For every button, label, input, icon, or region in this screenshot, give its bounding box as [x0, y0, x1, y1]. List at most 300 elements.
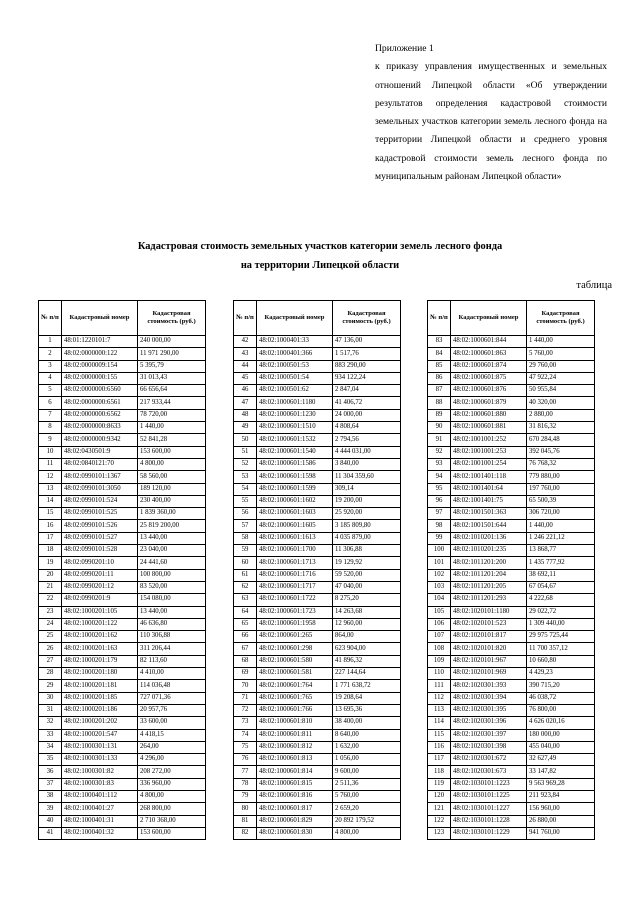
cadastral-value: 100 800,00 [138, 569, 206, 581]
row-number: 58 [234, 532, 257, 544]
table-row [234, 741, 401, 753]
row-number: 53 [234, 471, 257, 483]
cadastral-number: 48:02:1000601:815 [257, 778, 333, 790]
cadastral-value: 883 290,00 [333, 360, 401, 372]
cadastral-number: 48:02:1000601:811 [257, 729, 333, 741]
table-row [39, 446, 206, 458]
cadastral-number: 48:02:1000601:1605 [257, 520, 333, 532]
cadastral-value: 8 640,00 [333, 729, 401, 741]
cadastral-value: 110 306,88 [138, 631, 206, 643]
table-row [428, 631, 595, 643]
row-number: 9 [39, 434, 62, 446]
cadastral-value: 336 960,00 [138, 778, 206, 790]
cadastral-value: 1 517,76 [333, 348, 401, 360]
cadastral-number: 48:02:0990101:525 [62, 508, 138, 520]
row-number: 12 [39, 471, 62, 483]
cadastral-value: 13 695,36 [333, 704, 401, 716]
cadastral-number: 48:02:0000000:122 [62, 348, 138, 360]
cadastral-value: 268 800,00 [138, 803, 206, 815]
cadastral-table-part-2 [233, 300, 401, 840]
cadastral-number: 48:02:1020301:672 [451, 754, 527, 766]
cadastral-value: 864,00 [333, 631, 401, 643]
cadastral-value: 2 847,04 [333, 385, 401, 397]
cadastral-number: 48:02:0990201:12 [62, 581, 138, 593]
cadastral-number: 48:02:1000601:817 [257, 803, 333, 815]
table-row [428, 606, 595, 618]
row-number: 122 [428, 815, 451, 827]
row-number: 47 [234, 397, 257, 409]
table-row [428, 655, 595, 667]
cadastral-value: 46 038,72 [527, 692, 595, 704]
cadastral-number: 48:02:1011201:200 [451, 557, 527, 569]
cadastral-number: 48:02:1000201:181 [62, 680, 138, 692]
table-row [234, 717, 401, 729]
cadastral-value: 40 320,00 [527, 397, 595, 409]
cadastral-number: 48:02:1000501:62 [257, 385, 333, 397]
row-number: 105 [428, 606, 451, 618]
cadastral-value: 1 632,00 [333, 741, 401, 753]
row-number: 30 [39, 692, 62, 704]
table-row [39, 336, 206, 348]
row-number: 37 [39, 778, 62, 790]
cadastral-value: 623 904,00 [333, 643, 401, 655]
cadastral-value: 1 771 638,72 [333, 680, 401, 692]
row-number: 56 [234, 508, 257, 520]
table-row [234, 790, 401, 802]
cadastral-number: 48:02:1020301:394 [451, 692, 527, 704]
cadastral-number: 48:02:0000000:9342 [62, 434, 138, 446]
cadastral-number: 48:02:1030101:1225 [451, 790, 527, 802]
row-number: 104 [428, 594, 451, 606]
cadastral-number: 48:02:1000601:880 [451, 409, 527, 421]
cadastral-number: 48:02:1020301:393 [451, 680, 527, 692]
cadastral-value: 4 800,00 [138, 458, 206, 470]
cadastral-number: 48:02:1030101:1228 [451, 815, 527, 827]
row-number: 85 [428, 360, 451, 372]
cadastral-number: 48:02:1010201:136 [451, 532, 527, 544]
cadastral-value: 264,00 [138, 741, 206, 753]
row-number: 116 [428, 741, 451, 753]
row-number: 45 [234, 372, 257, 384]
table-body [39, 336, 206, 840]
cadastral-number: 48:02:1030101:1223 [451, 778, 527, 790]
cadastral-value: 153 600,00 [138, 446, 206, 458]
table-row [428, 422, 595, 434]
cadastral-value: 31 013,43 [138, 372, 206, 384]
row-number: 77 [234, 766, 257, 778]
cadastral-value: 46 636,80 [138, 618, 206, 630]
cadastral-number: 48:02:1000601:298 [257, 643, 333, 655]
row-number: 119 [428, 778, 451, 790]
cadastral-value: 5 760,00 [527, 348, 595, 360]
table-row [428, 692, 595, 704]
table-row [39, 827, 206, 839]
table-row [234, 397, 401, 409]
table-row [234, 495, 401, 507]
row-number: 26 [39, 643, 62, 655]
cadastral-value: 392 045,76 [527, 446, 595, 458]
row-number: 113 [428, 704, 451, 716]
cadastral-number: 48:02:1000301:133 [62, 754, 138, 766]
row-number: 81 [234, 815, 257, 827]
cadastral-value: 4 296,00 [138, 754, 206, 766]
row-number: 84 [428, 348, 451, 360]
table-row [39, 360, 206, 372]
row-number: 69 [234, 668, 257, 680]
cadastral-value: 19 200,00 [333, 495, 401, 507]
table-row [234, 520, 401, 532]
cadastral-number: 48:02:1000501:53 [257, 360, 333, 372]
row-number: 4 [39, 372, 62, 384]
row-number: 94 [428, 471, 451, 483]
row-number: 41 [39, 827, 62, 839]
row-number: 89 [428, 409, 451, 421]
table-row [39, 434, 206, 446]
cadastral-value: 9 600,00 [333, 766, 401, 778]
table-row [428, 458, 595, 470]
row-number: 80 [234, 803, 257, 815]
cadastral-number: 48:02:1000201:163 [62, 643, 138, 655]
cadastral-number: 48:02:1000301:82 [62, 766, 138, 778]
row-number: 7 [39, 409, 62, 421]
cadastral-value: 4 429,23 [527, 668, 595, 680]
cadastral-value: 5 395,79 [138, 360, 206, 372]
row-number: 93 [428, 458, 451, 470]
row-number: 54 [234, 483, 257, 495]
cadastral-value: 2 794,56 [333, 434, 401, 446]
table-row [39, 754, 206, 766]
cadastral-number: 48:02:1000501:54 [257, 372, 333, 384]
table-row [428, 508, 595, 520]
table-row [428, 790, 595, 802]
table-row [428, 446, 595, 458]
table-row [234, 471, 401, 483]
cadastral-number: 48:02:0840121:70 [62, 458, 138, 470]
table-row [234, 692, 401, 704]
cadastral-number: 48:02:0000000:155 [62, 372, 138, 384]
row-number: 63 [234, 594, 257, 606]
row-number: 6 [39, 397, 62, 409]
cadastral-number: 48:02:1000201:179 [62, 655, 138, 667]
cadastral-number: 48:02:1000601:813 [257, 754, 333, 766]
cadastral-value: 67 054,67 [527, 581, 595, 593]
row-number: 43 [234, 348, 257, 360]
row-number: 100 [428, 545, 451, 557]
cadastral-value: 11 700 357,12 [527, 643, 595, 655]
table-row [39, 532, 206, 544]
cadastral-number: 48:02:1000601:810 [257, 717, 333, 729]
row-number: 19 [39, 557, 62, 569]
header-num: № п/п [234, 301, 257, 336]
cadastral-value: 24 441,60 [138, 557, 206, 569]
row-number: 91 [428, 434, 451, 446]
cadastral-number: 48:02:0000000:8633 [62, 422, 138, 434]
row-number: 123 [428, 827, 451, 839]
table-row [39, 569, 206, 581]
cadastral-number: 48:02:0990101:526 [62, 520, 138, 532]
row-number: 44 [234, 360, 257, 372]
row-number: 96 [428, 495, 451, 507]
table-label: таблица [576, 280, 612, 291]
cadastral-value: 211 923,84 [527, 790, 595, 802]
table-row [428, 434, 595, 446]
cadastral-value: 33 147,82 [527, 766, 595, 778]
cadastral-number: 48:02:1000601:265 [257, 631, 333, 643]
document-title [0, 237, 640, 275]
cadastral-number: 48:02:1030101:1229 [451, 827, 527, 839]
cadastral-number: 48:02:1001501:644 [451, 520, 527, 532]
cadastral-number: 48:02:1000201:162 [62, 631, 138, 643]
cadastral-number: 48:02:1000601:764 [257, 680, 333, 692]
row-number: 60 [234, 557, 257, 569]
table-row [428, 385, 595, 397]
row-number: 27 [39, 655, 62, 667]
cadastral-number: 48:02:1000601:1230 [257, 409, 333, 421]
row-number: 98 [428, 520, 451, 532]
table-row [428, 827, 595, 839]
row-number: 120 [428, 790, 451, 802]
table-row [428, 766, 595, 778]
table-row [234, 680, 401, 692]
table-row [428, 594, 595, 606]
cadastral-value: 3 840,00 [333, 458, 401, 470]
cadastral-number: 48:02:1000601:1603 [257, 508, 333, 520]
cadastral-value: 1 440,00 [138, 422, 206, 434]
cadastral-value: 1 056,00 [333, 754, 401, 766]
cadastral-number: 48:02:1011201:204 [451, 569, 527, 581]
table-row [234, 360, 401, 372]
cadastral-value: 47 040,00 [333, 581, 401, 593]
table-row [39, 348, 206, 360]
cadastral-value: 38 692,11 [527, 569, 595, 581]
cadastral-number: 48:02:0000009:154 [62, 360, 138, 372]
row-number: 72 [234, 704, 257, 716]
cadastral-number: 48:02:1000201:202 [62, 717, 138, 729]
table-row [428, 495, 595, 507]
cadastral-value: 670 284,48 [527, 434, 595, 446]
table-row [234, 422, 401, 434]
cadastral-number: 48:02:1000201:186 [62, 704, 138, 716]
cadastral-number: 48:02:1000601:875 [451, 372, 527, 384]
table-row [234, 348, 401, 360]
cadastral-value: 240 000,00 [138, 336, 206, 348]
cadastral-number: 48:02:0990101:1367 [62, 471, 138, 483]
cadastral-number: 48:02:1000401:33 [257, 336, 333, 348]
table-row [428, 520, 595, 532]
cadastral-number: 48:01:1220101:7 [62, 336, 138, 348]
title-line-2: на территории Липецкой области [240, 260, 400, 271]
row-number: 17 [39, 532, 62, 544]
row-number: 14 [39, 495, 62, 507]
cadastral-value: 11 971 290,00 [138, 348, 206, 360]
row-number: 23 [39, 606, 62, 618]
table-row [234, 532, 401, 544]
row-number: 118 [428, 766, 451, 778]
row-number: 99 [428, 532, 451, 544]
row-number: 73 [234, 717, 257, 729]
table-row [39, 483, 206, 495]
table-row [428, 483, 595, 495]
cadastral-number: 48:02:1001501:363 [451, 508, 527, 520]
cadastral-number: 48:02:0430501:9 [62, 446, 138, 458]
cadastral-number: 48:02:1001001:253 [451, 446, 527, 458]
row-number: 121 [428, 803, 451, 815]
cadastral-value: 8 275,20 [333, 594, 401, 606]
cadastral-value: 25 819 200,00 [138, 520, 206, 532]
table-row [39, 618, 206, 630]
row-number: 16 [39, 520, 62, 532]
cadastral-value: 4 410,00 [138, 668, 206, 680]
row-number: 42 [234, 336, 257, 348]
cadastral-value: 1 309 440,00 [527, 618, 595, 630]
cadastral-number: 48:02:1000601:814 [257, 766, 333, 778]
annex-block [375, 40, 607, 186]
table-row [39, 668, 206, 680]
cadastral-value: 76 800,00 [527, 704, 595, 716]
cadastral-value: 13 440,00 [138, 606, 206, 618]
table-row [234, 643, 401, 655]
cadastral-value: 311 206,44 [138, 643, 206, 655]
title-line-1: Кадастровая стоимость земельных участков категории земель лесного фонда [137, 241, 503, 252]
cadastral-number: 48:02:1001401:118 [451, 471, 527, 483]
cadastral-value: 189 120,00 [138, 483, 206, 495]
row-number: 95 [428, 483, 451, 495]
cadastral-value: 52 841,28 [138, 434, 206, 446]
cadastral-value: 65 500,39 [527, 495, 595, 507]
cadastral-number: 48:02:1001001:252 [451, 434, 527, 446]
cadastral-value: 24 000,00 [333, 409, 401, 421]
table-row [234, 336, 401, 348]
row-number: 51 [234, 446, 257, 458]
table-row [428, 409, 595, 421]
table-row [234, 754, 401, 766]
cadastral-value: 208 272,00 [138, 766, 206, 778]
table-row [39, 520, 206, 532]
table-row [39, 643, 206, 655]
cadastral-value: 41 896,32 [333, 655, 401, 667]
cadastral-value: 2 880,00 [527, 409, 595, 421]
table-row [234, 483, 401, 495]
row-number: 35 [39, 754, 62, 766]
table-row [39, 692, 206, 704]
table-row [428, 545, 595, 557]
cadastral-value: 59 520,00 [333, 569, 401, 581]
cadastral-value: 2 511,36 [333, 778, 401, 790]
table-row [234, 618, 401, 630]
table-row [39, 778, 206, 790]
row-number: 2 [39, 348, 62, 360]
cadastral-number: 48:02:1011201:293 [451, 594, 527, 606]
cadastral-value: 4 035 879,00 [333, 532, 401, 544]
cadastral-value: 227 144,64 [333, 668, 401, 680]
cadastral-number: 48:02:1000601:879 [451, 397, 527, 409]
cadastral-number: 48:02:0000000:6562 [62, 409, 138, 421]
table-row [39, 680, 206, 692]
table-row [428, 348, 595, 360]
cadastral-value: 153 600,00 [138, 827, 206, 839]
cadastral-number: 48:02:1000201:185 [62, 692, 138, 704]
cadastral-number: 48:02:1000601:844 [451, 336, 527, 348]
table-row [39, 372, 206, 384]
table-row [39, 655, 206, 667]
row-number: 40 [39, 815, 62, 827]
table-row [234, 704, 401, 716]
row-number: 5 [39, 385, 62, 397]
cadastral-number: 48:02:0000000:6561 [62, 397, 138, 409]
annex-text: к приказу управления имущественных и земельных отношений Липецкой области «Об утверждении результатов определения кадастровой стоимости земельных участков категории земель лесного фонда на территории Липецкой области и среднего уровня кадастровой стоимости земель лесного фонда по муниципальным районам Липецкой области» [375, 61, 607, 183]
table-row [234, 827, 401, 839]
cadastral-value: 390 715,20 [527, 680, 595, 692]
cadastral-number: 48:02:1020301:673 [451, 766, 527, 778]
table-row [39, 741, 206, 753]
cadastral-number: 48:02:0990101:3050 [62, 483, 138, 495]
cadastral-value: 14 263,68 [333, 606, 401, 618]
row-number: 101 [428, 557, 451, 569]
cadastral-number: 48:02:1000401:32 [62, 827, 138, 839]
cadastral-number: 48:02:1000201:547 [62, 729, 138, 741]
row-number: 38 [39, 790, 62, 802]
table-row [428, 336, 595, 348]
cadastral-value: 41 406,72 [333, 397, 401, 409]
cadastral-number: 48:02:1001401:64 [451, 483, 527, 495]
cadastral-value: 2 710 368,00 [138, 815, 206, 827]
cadastral-value: 114 036,48 [138, 680, 206, 692]
cadastral-number: 48:02:0990201:9 [62, 594, 138, 606]
row-number: 34 [39, 741, 62, 753]
cadastral-number: 48:02:0990101:527 [62, 532, 138, 544]
cadastral-number: 48:02:1011201:205 [451, 581, 527, 593]
cadastral-number: 48:02:1000601:876 [451, 385, 527, 397]
cadastral-number: 48:02:1000601:829 [257, 815, 333, 827]
cadastral-number: 48:02:1000601:1180 [257, 397, 333, 409]
table-row [39, 631, 206, 643]
row-number: 92 [428, 446, 451, 458]
cadastral-value: 38 400,00 [333, 717, 401, 729]
row-number: 21 [39, 581, 62, 593]
cadastral-value: 23 040,00 [138, 545, 206, 557]
table-row [39, 766, 206, 778]
cadastral-value: 58 560,00 [138, 471, 206, 483]
cadastral-value: 309,14 [333, 483, 401, 495]
cadastral-value: 19 208,64 [333, 692, 401, 704]
row-number: 36 [39, 766, 62, 778]
cadastral-value: 4 418,15 [138, 729, 206, 741]
cadastral-value: 33 600,00 [138, 717, 206, 729]
cadastral-value: 82 113,60 [138, 655, 206, 667]
cadastral-value: 1 440,00 [527, 520, 595, 532]
row-number: 70 [234, 680, 257, 692]
cadastral-value: 19 129,92 [333, 557, 401, 569]
table-row [428, 704, 595, 716]
table-row [428, 569, 595, 581]
cadastral-number: 48:02:1000601:1602 [257, 495, 333, 507]
header-value: Кадастровая стоимость (руб.) [138, 301, 206, 336]
cadastral-value: 76 768,32 [527, 458, 595, 470]
row-number: 82 [234, 827, 257, 839]
annex-heading: Приложение 1 [375, 43, 434, 54]
row-number: 68 [234, 655, 257, 667]
cadastral-value: 78 720,00 [138, 409, 206, 421]
table-row [39, 422, 206, 434]
cadastral-number: 48:02:0990201:10 [62, 557, 138, 569]
cadastral-value: 934 122,24 [333, 372, 401, 384]
cadastral-value: 5 760,00 [333, 790, 401, 802]
table-row [428, 741, 595, 753]
table-row [234, 372, 401, 384]
table-row [234, 508, 401, 520]
cadastral-value: 455 040,00 [527, 741, 595, 753]
cadastral-number: 48:02:1020301:398 [451, 741, 527, 753]
